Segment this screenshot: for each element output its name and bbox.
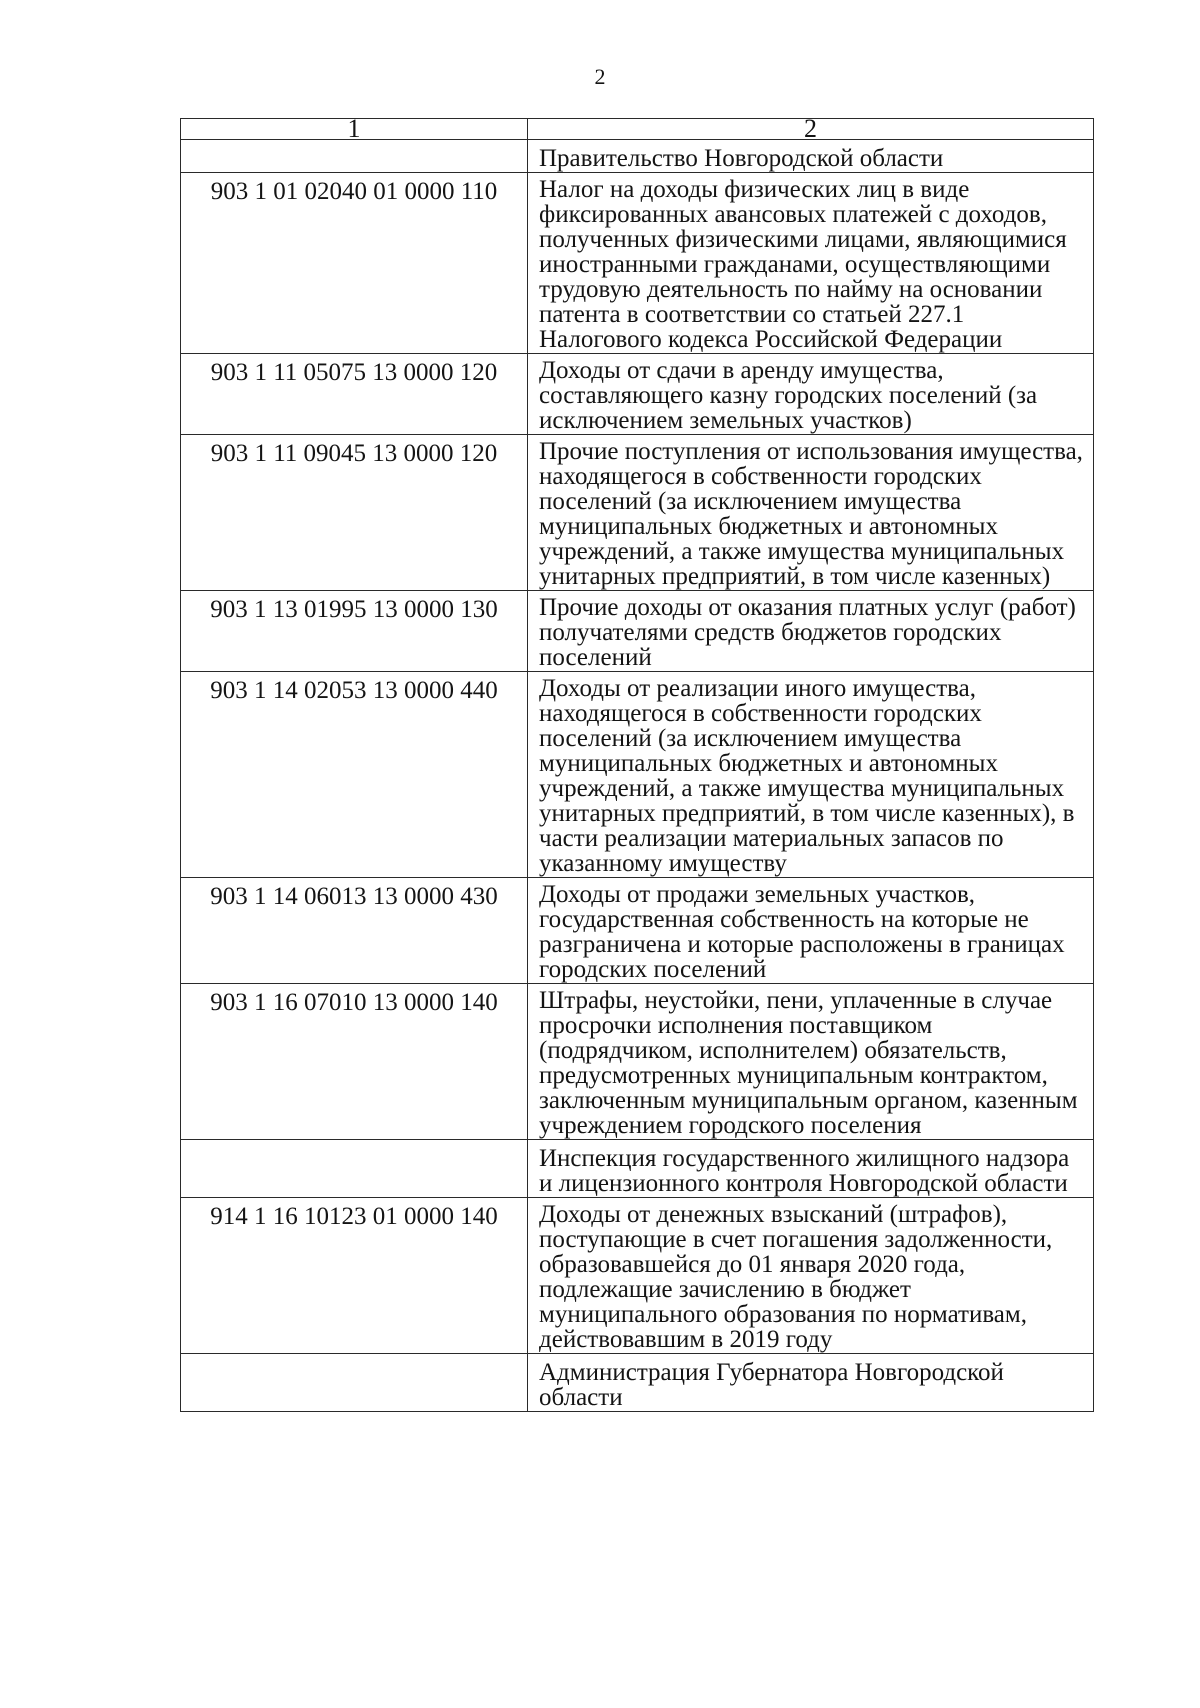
- revenue-code-cell: 914 1 16 10123 01 0000 140: [181, 1198, 528, 1354]
- table-row: [181, 1198, 1094, 1354]
- revenue-code-cell: 903 1 11 05075 13 0000 120: [181, 354, 528, 435]
- table-row: [181, 672, 1094, 878]
- revenue-description-cell: Доходы от продажи земельных участков, государственная собственность на которые не разграничена и которые расположены в границах городских поселений: [528, 878, 1094, 984]
- revenue-code-cell: 903 1 13 01995 13 0000 130: [181, 591, 528, 672]
- header-cell-1: 1: [181, 119, 528, 140]
- revenue-code-cell: 903 1 11 09045 13 0000 120: [181, 435, 528, 591]
- table-row: [181, 591, 1094, 672]
- table-row: [181, 435, 1094, 591]
- table-header-row: [181, 119, 1094, 140]
- header-cell-2: 2: [528, 119, 1094, 140]
- table-row: [181, 878, 1094, 984]
- revenue-description-cell: Доходы от реализации иного имущества, находящегося в собственности городских поселений (за исключением имущества муниципальных бюджетных и автономных учреждений, а также имущества муниципальных унитарных предприятий, в том числе казенных), в части реализации материальных запасов по указанному имуществу: [528, 672, 1094, 878]
- org-name-cell: Администрация Губернатора Новгородской области: [528, 1354, 1094, 1412]
- page-number: 2: [594, 64, 606, 89]
- revenue-description-cell: Доходы от денежных взысканий (штрафов), поступающие в счет погашения задолженности, образовавшейся до 01 января 2020 года, подлежащие зачислению в бюджет муниципального образования по нормативам, действовавшим в 2019 году: [528, 1198, 1094, 1354]
- org-name-cell: Правительство Новгородской области: [528, 140, 1094, 173]
- org-heading-row: [181, 1140, 1094, 1198]
- revenue-description-cell: Прочие поступления от использования имущества, находящегося в собственности городских поселений (за исключением имущества муниципальных бюджетных и автономных учреждений, а также имущества муниципальных унитарных предприятий, в том числе казенных): [528, 435, 1094, 591]
- revenue-description-cell: Прочие доходы от оказания платных услуг (работ) получателями средств бюджетов городских поселений: [528, 591, 1094, 672]
- org-name-cell: Инспекция государственного жилищного надзора и лицензионного контроля Новгородской области: [528, 1140, 1094, 1198]
- org-heading-row: [181, 140, 1094, 173]
- revenue-code-cell: [181, 1354, 528, 1412]
- revenue-code-cell: 903 1 14 02053 13 0000 440: [181, 672, 528, 878]
- table-row: [181, 984, 1094, 1140]
- revenue-codes-table: [180, 118, 1094, 1412]
- table-row: [181, 173, 1094, 354]
- revenue-code-cell: [181, 1140, 528, 1198]
- revenue-code-cell: 903 1 16 07010 13 0000 140: [181, 984, 528, 1140]
- revenue-code-cell: 903 1 14 06013 13 0000 430: [181, 878, 528, 984]
- revenue-code-cell: [181, 140, 528, 173]
- revenue-description-cell: Штрафы, неустойки, пени, уплаченные в случае просрочки исполнения поставщиком (подрядчиком, исполнителем) обязательств, предусмотренных муниципальным контрактом, заключенным муниципальным органом, казенным учреждением городского поселения: [528, 984, 1094, 1140]
- revenue-description-cell: Налог на доходы физических лиц в виде фиксированных авансовых платежей с доходов, полученных физическими лицами, являющимися иностранными гражданами, осуществляющими трудовую деятельность по найму на основании патента в соответствии со статьей 227.1 Налогового кодекса Российской Федерации: [528, 173, 1094, 354]
- table-row: [181, 354, 1094, 435]
- revenue-code-cell: 903 1 01 02040 01 0000 110: [181, 173, 528, 354]
- org-heading-row: [181, 1354, 1094, 1412]
- revenue-description-cell: Доходы от сдачи в аренду имущества, составляющего казну городских поселений (за исключением земельных участков): [528, 354, 1094, 435]
